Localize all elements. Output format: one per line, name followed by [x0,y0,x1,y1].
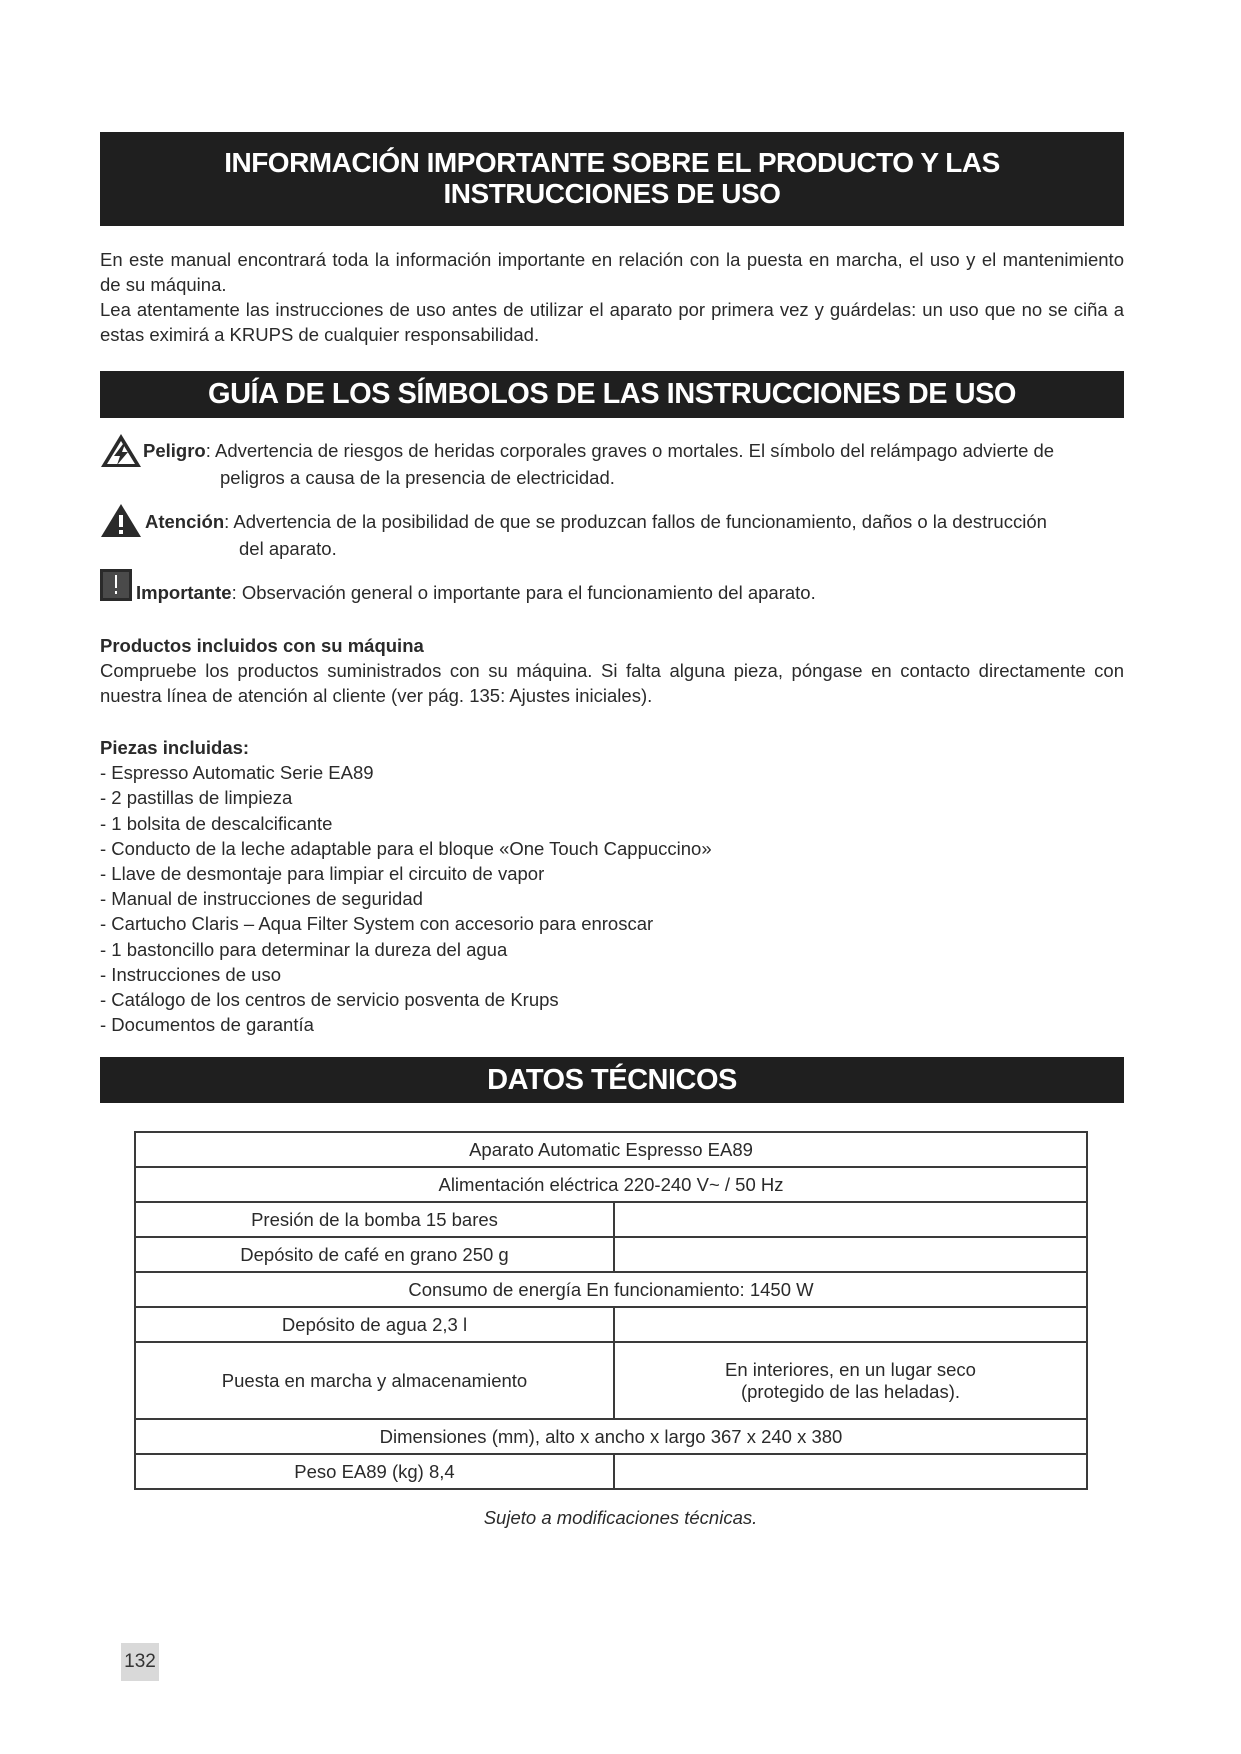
spec-cell: Depósito de agua 2,3 l [135,1307,614,1342]
attention-text-1: : Advertencia de la posibilidad de que se produzcan fallos de funcionamiento, daños o la destrucción [224,511,1047,532]
list-item: - Llave de desmontaje para limpiar el circuito de vapor [100,863,545,885]
list-item: - Documentos de garantía [100,1014,314,1036]
attention-text-2: del aparato. [239,538,337,559]
table-row [135,1167,1087,1202]
table-row [135,1237,1087,1272]
spec-cell: Presión de la bomba 15 bares [135,1202,614,1237]
spec-cell: Depósito de café en grano 250 g [135,1237,614,1272]
danger-label: Peligro [143,440,206,461]
intro-paragraph-1: En este manual encontrará toda la información importante en relación con la puesta en marcha, el uso y el mantenimiento de su máquina. [100,249,1124,295]
table-row [135,1202,1087,1237]
exclamation-box-icon [100,569,132,601]
spec-cell: Peso EA89 (kg) 8,4 [135,1454,614,1489]
header-line-2: INSTRUCCIONES DE USO [443,178,781,209]
products-text: Compruebe los productos suministrados con su máquina. Si falta alguna pieza, póngase en contacto directamente con nuestra línea de atención al cliente (ver pág. 135: Ajustes iniciales). [100,660,1124,706]
intro-text [100,247,1124,347]
list-item: - Conducto de la leche adaptable para el bloque «One Touch Cappuccino» [100,837,712,859]
technical-data-table [134,1131,1088,1490]
spec-cell: Consumo de energía En funcionamiento: 1450 W [135,1272,1087,1307]
products-section [100,633,1124,708]
list-item: - Catálogo de los centros de servicio posventa de Krups [100,989,559,1011]
list-item: - 1 bastoncillo para determinar la dureza del agua [100,938,508,960]
table-row [135,1454,1087,1489]
danger-text-2: peligros a causa de la presencia de electricidad. [220,467,615,488]
spec-value: En interiores, en un lugar seco (protegido de las heladas). [614,1342,1087,1419]
header-line-1: INFORMACIÓN IMPORTANTE SOBRE EL PRODUCTO Y LAS [224,147,1000,178]
pieces-heading: Piezas incluidas: [100,737,250,758]
list-item: - Manual de instrucciones de seguridad [100,888,423,910]
attention-label: Atención [145,511,225,532]
list-item: - Cartucho Claris – Aqua Filter System con accesorio para enroscar [100,913,654,935]
warning-triangle-icon [100,502,142,538]
spec-label: Puesta en marcha y almacenamiento [135,1342,614,1419]
table-row [135,1419,1087,1454]
section-header-product-info [100,132,1124,226]
list-item: - 1 bolsita de descalcificante [100,812,333,834]
section-header-technical-data: DATOS TÉCNICOS [100,1057,1124,1103]
table-row [135,1132,1087,1167]
lightning-warning-icon [100,432,142,468]
list-item: - Instrucciones de uso [100,963,281,985]
list-item: - Espresso Automatic Serie EA89 [100,762,374,784]
spec-cell: Aparato Automatic Espresso EA89 [135,1132,1087,1167]
footnote: Sujeto a modificaciones técnicas. [483,1507,758,1528]
table-row [135,1272,1087,1307]
pieces-section [100,735,712,1037]
spec-cell: Dimensiones (mm), alto x ancho x largo 367 x 240 x 380 [135,1419,1087,1454]
spec-cell: Alimentación eléctrica 220-240 V~ / 50 Hz [135,1167,1087,1202]
products-heading: Productos incluidos con su máquina [100,635,424,656]
list-item: - 2 pastillas de limpieza [100,787,293,809]
section-header-symbols: GUÍA DE LOS SÍMBOLOS DE LAS INSTRUCCIONES DE USO [100,371,1124,418]
danger-text-1: : Advertencia de riesgos de heridas corporales graves o mortales. El símbolo del relámpago advierte de [205,440,1055,461]
pieces-list [100,760,712,1037]
table-row [135,1342,1087,1419]
important-text: : Observación general o importante para el funcionamiento del aparato. [231,582,816,603]
page-number: 132 [121,1643,159,1681]
important-label: Importante [136,582,232,603]
intro-paragraph-2: Lea atentamente las instrucciones de uso antes de utilizar el aparato por primera vez y guárdelas: un uso que no se ciña a estas eximirá a KRUPS de cualquier responsabilidad. [100,299,1124,345]
table-row [135,1307,1087,1342]
